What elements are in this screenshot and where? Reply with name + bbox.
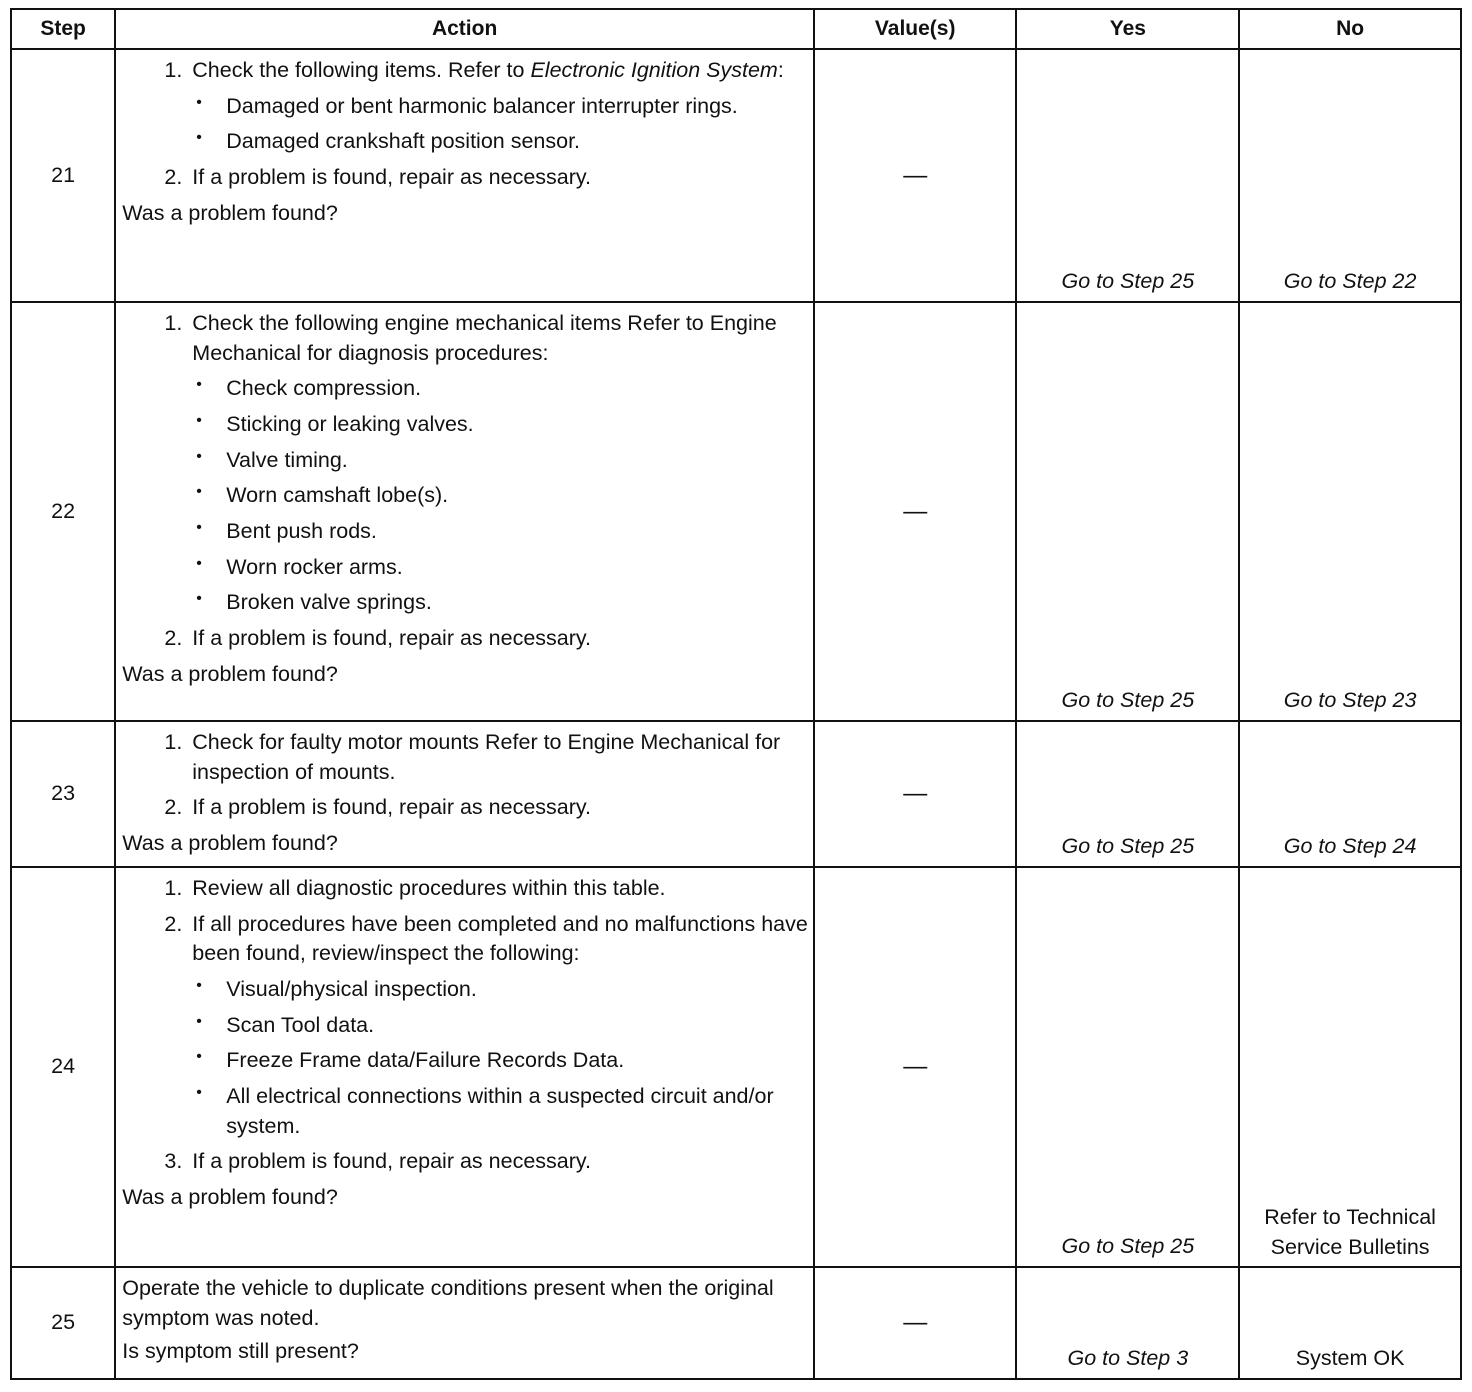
yes-cell — [1016, 721, 1239, 867]
yes-action: Go to Step 3 — [1067, 1346, 1189, 1371]
action-step-text: Check the following engine mechanical items Refer to Engine Mechanical for diagnosis procedures: — [192, 311, 777, 365]
bullet-item: • Sticking or leaking valves. — [192, 410, 809, 440]
action-step-item: 3. If a problem is found, repair as necessary. — [188, 1147, 809, 1177]
value-cell: — — [814, 302, 1017, 721]
step-number: 25 — [11, 1267, 115, 1379]
diagnostic-table — [10, 8, 1462, 1380]
bullet-list — [192, 92, 809, 157]
step-number: 24 — [11, 867, 115, 1267]
yes-cell — [1016, 49, 1239, 302]
bullet-item: • Damaged crankshaft position sensor. — [192, 127, 809, 157]
action-step-text: If all procedures have been completed and no malfunctions have been found, review/inspect the following: — [192, 911, 808, 966]
action-step-text: Check the following items. Refer to — [192, 58, 531, 82]
action-steps — [122, 309, 809, 654]
step-number: 22 — [11, 302, 115, 721]
reference-link: Electronic Ignition System — [530, 58, 778, 82]
action-cell — [115, 721, 814, 867]
value-cell: — — [814, 49, 1017, 302]
action-steps — [122, 728, 809, 823]
yes-cell — [1016, 1267, 1239, 1379]
yes-action: Go to Step 25 — [1061, 1234, 1195, 1259]
yes-action: Go to Step 25 — [1061, 834, 1195, 859]
bullet-item: • Visual/physical inspection. — [192, 975, 809, 1005]
no-action-line: Refer to Technical — [1264, 1204, 1436, 1229]
bullet-item: • Worn rocker arms. — [192, 553, 809, 583]
action-steps — [122, 874, 809, 1177]
action-paragraph: Operate the vehicle to duplicate conditions present when the original symptom was noted. — [122, 1276, 774, 1330]
value-cell: — — [814, 721, 1017, 867]
bullet-item: • Check compression. — [192, 374, 809, 404]
no-cell — [1239, 49, 1461, 302]
action-step-suffix: : — [777, 58, 784, 82]
action-step-item: 1. Review all diagnostic procedures within this table. — [188, 874, 809, 904]
bullet-item: • Bent push rods. — [192, 517, 809, 547]
question-text: Was a problem found? — [122, 1184, 338, 1209]
yes-action: Go to Step 25 — [1061, 269, 1195, 294]
table-row-step-24 — [11, 867, 1461, 1267]
yes-cell — [1016, 867, 1239, 1267]
header-no: No — [1239, 9, 1461, 49]
no-action: System OK — [1295, 1346, 1405, 1371]
table-body — [11, 49, 1461, 1379]
header-action: Action — [115, 9, 814, 49]
action-step-item: 2. If a problem is found, repair as necessary. — [188, 793, 809, 823]
no-cell — [1239, 867, 1461, 1267]
action-step-item: 2. If a problem is found, repair as necessary. — [188, 624, 809, 654]
header-row — [11, 9, 1461, 49]
bullet-item: • Worn camshaft lobe(s). — [192, 481, 809, 511]
question-text: Is symptom still present? — [122, 1339, 359, 1364]
action-step-item: 2. If a problem is found, repair as necessary. — [188, 163, 809, 193]
bullet-item: • Freeze Frame data/Failure Records Data. — [192, 1046, 809, 1076]
bullet-item: • Broken valve springs. — [192, 588, 809, 618]
yes-action: Go to Step 25 — [1061, 688, 1195, 713]
bullet-item: • Scan Tool data. — [192, 1011, 809, 1041]
table-row-step-22 — [11, 302, 1461, 721]
action-step-item — [188, 56, 809, 157]
no-action-line: Service Bulletins — [1270, 1234, 1430, 1259]
action-cell — [115, 867, 814, 1267]
header-yes: Yes — [1016, 9, 1239, 49]
question-text: Was a problem found? — [122, 661, 338, 686]
table-row-step-23 — [11, 721, 1461, 867]
bullet-list — [192, 975, 809, 1141]
value-cell: — — [814, 1267, 1017, 1379]
header-step: Step — [11, 9, 115, 49]
action-steps — [122, 56, 809, 193]
bullet-item: • Valve timing. — [192, 446, 809, 476]
header-values: Value(s) — [814, 9, 1017, 49]
step-number: 21 — [11, 49, 115, 302]
step-number: 23 — [11, 721, 115, 867]
table-row-step-25 — [11, 1267, 1461, 1379]
no-cell — [1239, 1267, 1461, 1379]
question-text: Was a problem found? — [122, 200, 338, 225]
action-step-item — [188, 910, 809, 1142]
table-row-step-21 — [11, 49, 1461, 302]
yes-cell — [1016, 302, 1239, 721]
action-cell — [115, 49, 814, 302]
action-step-item — [188, 309, 809, 618]
action-step-item: 1. Check for faulty motor mounts Refer to Engine Mechanical for inspection of mounts. — [188, 728, 809, 787]
bullet-item: • All electrical connections within a suspected circuit and/or system. — [192, 1082, 809, 1141]
action-cell — [115, 302, 814, 721]
no-cell — [1239, 302, 1461, 721]
value-cell: — — [814, 867, 1017, 1267]
table-header — [11, 9, 1461, 49]
action-cell — [115, 1267, 814, 1379]
bullet-item: • Damaged or bent harmonic balancer interrupter rings. — [192, 92, 809, 122]
bullet-list — [192, 374, 809, 618]
no-action: Go to Step 24 — [1283, 834, 1417, 859]
no-cell — [1239, 721, 1461, 867]
question-text: Was a problem found? — [122, 830, 338, 855]
no-action: Go to Step 23 — [1283, 688, 1417, 713]
no-action: Go to Step 22 — [1283, 269, 1417, 294]
